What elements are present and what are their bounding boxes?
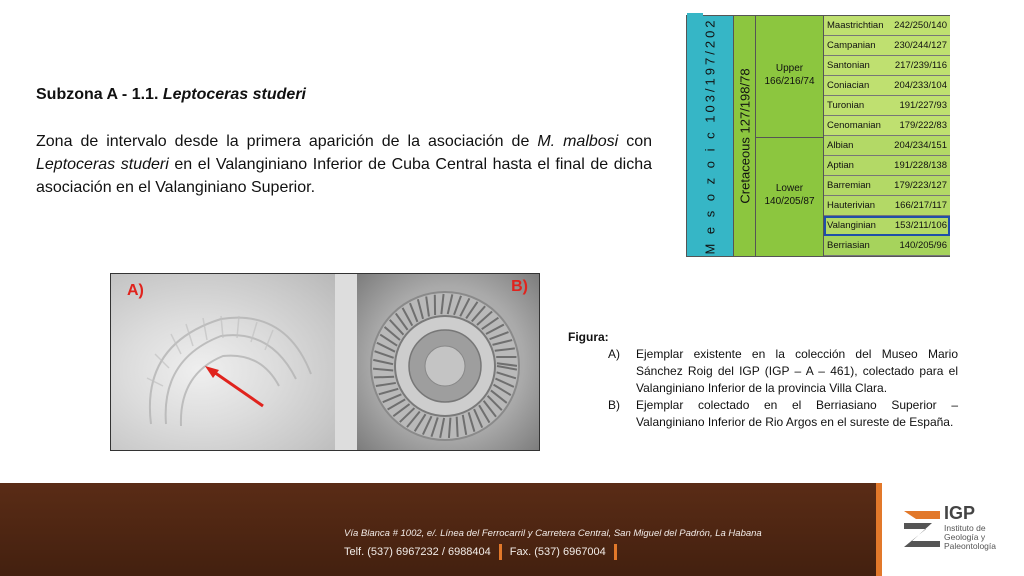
caption-item-a [608,346,958,397]
stage-color-code: 179/222/83 [899,120,947,131]
caption-title: Figura: [568,330,609,344]
stage-name: Berriasian [827,240,870,251]
stage-row [824,156,950,176]
epoch-upper-name: Upper [775,63,804,74]
stage-name: Maastrichtian [827,20,884,31]
ammonite-impression-image [111,274,335,450]
stage-row [824,56,950,76]
stage-color-code: 217/239/116 [894,60,947,71]
footer-contact-row [344,544,617,560]
footer-separator [614,544,617,560]
description-paragraph [36,130,652,199]
caption-letter-b: B) [608,398,620,412]
stage-name: Hauterivian [827,200,876,211]
logo-subtitle: Instituto de Geología y Paleontología [944,523,996,551]
stage-color-code: 242/250/140 [894,20,947,31]
footer-phone: Telf. (537) 6967232 / 6988404 [344,546,491,558]
stage-name: Coniacian [827,80,870,91]
igp-logo-icon [904,507,940,547]
epoch-column [756,16,824,256]
period-column [734,16,756,256]
epoch-upper-color: 166/216/74 [764,76,815,87]
section-heading [36,86,306,104]
caption-item-b [608,397,958,431]
fossil-figure [110,273,540,451]
stage-name: Valanginian [827,220,876,231]
paragraph-text-1: Zona de intervalo desde la primera aparición de la asociación de [36,133,538,150]
footer-address: Vía Blanca # 1002, e/. Línea del Ferrocarril y Carretera Central, San Miguel del Padrón, La Habana [344,528,762,539]
stage-row [824,76,950,96]
caption-list [608,346,958,431]
arrow-head-icon [205,366,219,378]
stage-name: Cenomanian [827,120,881,131]
stage-row [824,116,950,136]
period-label: Cretaceous 127/198/78 [737,68,752,204]
stage-column [824,16,950,256]
figure-label-a: A) [127,282,144,299]
era-label: M e s o z o i c 103/197/202 [702,17,718,255]
footer-separator [499,544,502,560]
stage-color-code: 153/211/106 [894,220,947,231]
ammonite-fossil-image [357,274,540,450]
epoch-lower-color: 140/205/87 [764,196,815,207]
heading-species: Leptoceras studeri [162,86,306,103]
stage-color-code: 140/205/96 [899,240,947,251]
stage-name: Barremian [827,180,871,191]
caption-letter-a: A) [608,347,620,361]
igp-logo [882,483,1024,576]
stage-name: Campanian [827,40,876,51]
stage-row [824,136,950,156]
stage-row [824,16,950,36]
caption-text-b: Ejemplar colectado en el Berriasiano Superior – Valanginiano Inferior de Rio Argos en el sureste de España. [636,398,958,429]
stage-row [824,216,950,236]
stage-row [824,176,950,196]
stage-color-code: 191/228/138 [894,160,947,171]
photo-b-specimen [357,274,540,450]
epoch-divider [756,137,823,138]
stage-color-code: 179/223/127 [894,180,947,191]
logo-name: IGP [944,503,976,523]
stage-name: Albian [827,140,854,151]
epoch-lower-name: Lower [775,183,804,194]
stage-color-code: 166/217/117 [894,200,947,211]
stage-row [824,236,950,256]
stage-color-code: 191/227/93 [899,100,947,111]
epoch-lower [756,182,823,208]
paragraph-text-2: con [618,133,653,150]
paragraph-species-1: M. malbosi [537,133,619,150]
pointer-arrow [211,370,263,406]
stage-name: Aptian [827,160,854,171]
era-column [687,16,734,256]
stage-name: Turonian [827,100,865,111]
stage-row [824,36,950,56]
figure-label-b: B) [511,278,528,295]
footer-fax: Fax. (537) 6967004 [509,546,606,558]
stage-color-code: 204/234/151 [894,140,947,151]
epoch-upper [756,62,823,88]
stage-row [824,196,950,216]
stage-row [824,96,950,116]
logo-accent-bar [876,483,882,576]
footer-bar [0,483,1024,576]
photo-a-specimen [111,274,335,450]
paragraph-species-2: Leptoceras studeri [36,156,169,173]
stratigraphic-table [686,15,950,257]
stage-name: Santonian [827,60,870,71]
heading-prefix: Subzona A - 1.1. [36,86,163,103]
stage-color-code: 230/244/127 [894,40,947,51]
stage-color-code: 204/233/104 [894,80,947,91]
paragraph-text-3: en el Valanginiano Inferior de Cuba Central hasta el final de dicha asociación en el Valanginiano Superior. [36,156,653,196]
caption-text-a: Ejemplar existente en la colección del Museo Mario Sánchez Roig del IGP (IGP – A – 461), colectado para el Valanginiano Inferior de la provincia Villa Clara. [636,347,958,395]
